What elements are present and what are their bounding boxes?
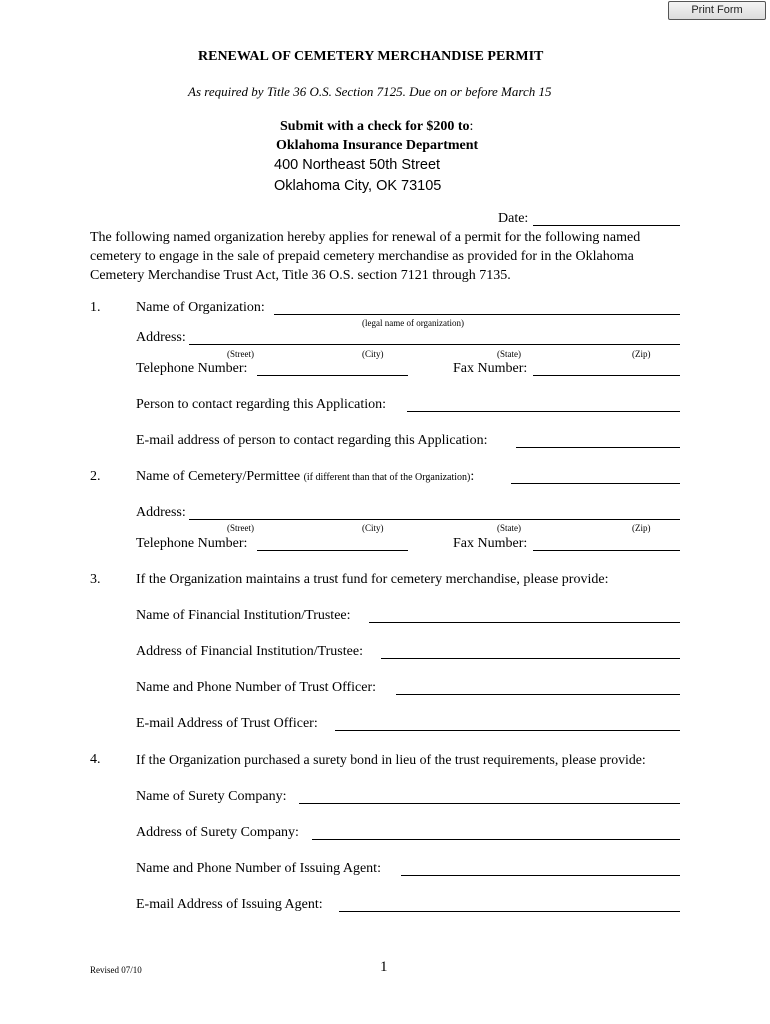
cemetery-address-label: Address: [136, 505, 186, 520]
state-hint: (State) [497, 349, 521, 359]
section-1-number: 1. [90, 300, 101, 315]
page-number: 1 [380, 959, 388, 975]
contact-person-input[interactable] [407, 396, 680, 412]
cemetery-phone-input[interactable] [257, 535, 408, 551]
trustee-address-input[interactable] [381, 643, 680, 659]
organization-phone-label: Telephone Number: [136, 361, 248, 376]
contact-email-input[interactable] [516, 432, 680, 448]
surety-company-input[interactable] [299, 788, 680, 804]
issuing-agent-input[interactable] [401, 860, 680, 876]
surety-address-label: Address of Surety Company: [136, 825, 299, 840]
cemetery-fax-label: Fax Number: [453, 536, 528, 551]
trust-officer-label: Name and Phone Number of Trust Officer: [136, 680, 377, 695]
organization-name-label: Name of Organization: [136, 300, 265, 315]
city-hint: (City) [362, 349, 384, 359]
zip-hint: (Zip) [632, 349, 651, 359]
organization-name-input[interactable] [274, 299, 680, 315]
department-name: Oklahoma Insurance Department [276, 138, 479, 153]
issuing-agent-email-input[interactable] [339, 896, 680, 912]
trustee-address-label: Address of Financial Institution/Trustee: [136, 644, 363, 659]
cemetery-fax-input[interactable] [533, 535, 680, 551]
cemetery-name-label [136, 469, 474, 485]
trust-officer-input[interactable] [396, 679, 680, 695]
submit-instruction [280, 119, 473, 135]
surety-address-input[interactable] [312, 824, 680, 840]
cemetery-street-hint: (Street) [227, 523, 254, 533]
intro-paragraph: The following named organization hereby applies for renewal of a permit for the following named cemetery to engage in the sale of prepaid cemetery merchandise as provided for in the Oklahoma Cemetery Merchandise Trust Act, Title 36 O.S. section 7121 through 7135. [90, 230, 641, 283]
trustee-name-label: Name of Financial Institution/Trustee: [136, 608, 351, 623]
revised-date: Revised 07/10 [90, 965, 142, 975]
submit-instruction-text: Submit with a check for $200 to [280, 119, 470, 134]
submit-colon: : [469, 119, 474, 134]
issuing-agent-label: Name and Phone Number of Issuing Agent: [136, 861, 381, 876]
date-label: Date: [498, 211, 529, 226]
cemetery-city-hint: (City) [362, 523, 384, 533]
trust-officer-email-input[interactable] [335, 715, 680, 731]
cemetery-address-input[interactable] [189, 504, 680, 520]
contact-email-label: E-mail address of person to contact regarding this Application: [136, 433, 488, 448]
date-input[interactable] [533, 210, 680, 226]
surety-company-label: Name of Surety Company: [136, 789, 287, 804]
department-city: Oklahoma City, OK 73105 [274, 178, 442, 194]
organization-name-hint: (legal name of organization) [362, 318, 465, 328]
organization-address-label: Address: [136, 330, 186, 345]
contact-person-label: Person to contact regarding this Application: [136, 397, 387, 412]
form-title: RENEWAL OF CEMETERY MERCHANDISE PERMIT [198, 49, 544, 64]
section-3-number: 3. [90, 572, 101, 587]
organization-fax-label: Fax Number: [453, 361, 528, 376]
surety-bond-intro: If the Organization purchased a surety bond in lieu of the trust requirements, please provide: [136, 752, 646, 767]
cemetery-phone-label: Telephone Number: [136, 536, 248, 551]
form-subtitle: As required by Title 36 O.S. Section 7125. Due on or before March 15 [188, 84, 552, 99]
cemetery-name-input[interactable] [511, 468, 680, 484]
organization-phone-input[interactable] [257, 360, 408, 376]
cemetery-name-label-text: Name of Cemetery/Permittee [136, 469, 301, 484]
cemetery-state-hint: (State) [497, 523, 521, 533]
trustee-name-input[interactable] [369, 607, 680, 623]
trust-officer-email-label: E-mail Address of Trust Officer: [136, 716, 318, 731]
organization-fax-input[interactable] [533, 360, 680, 376]
cemetery-name-colon: : [470, 469, 475, 484]
department-street: 400 Northeast 50th Street [274, 157, 441, 173]
organization-address-input[interactable] [189, 329, 680, 345]
section-2-number: 2. [90, 469, 101, 484]
street-hint: (Street) [227, 349, 254, 359]
cemetery-zip-hint: (Zip) [632, 523, 651, 533]
cemetery-name-note: (if different than that of the Organization) [303, 472, 471, 483]
trust-fund-intro: If the Organization maintains a trust fund for cemetery merchandise, please provide: [136, 572, 609, 587]
print-form-button[interactable]: Print Form [668, 1, 766, 20]
section-4-number: 4. [90, 752, 101, 767]
issuing-agent-email-label: E-mail Address of Issuing Agent: [136, 897, 323, 912]
